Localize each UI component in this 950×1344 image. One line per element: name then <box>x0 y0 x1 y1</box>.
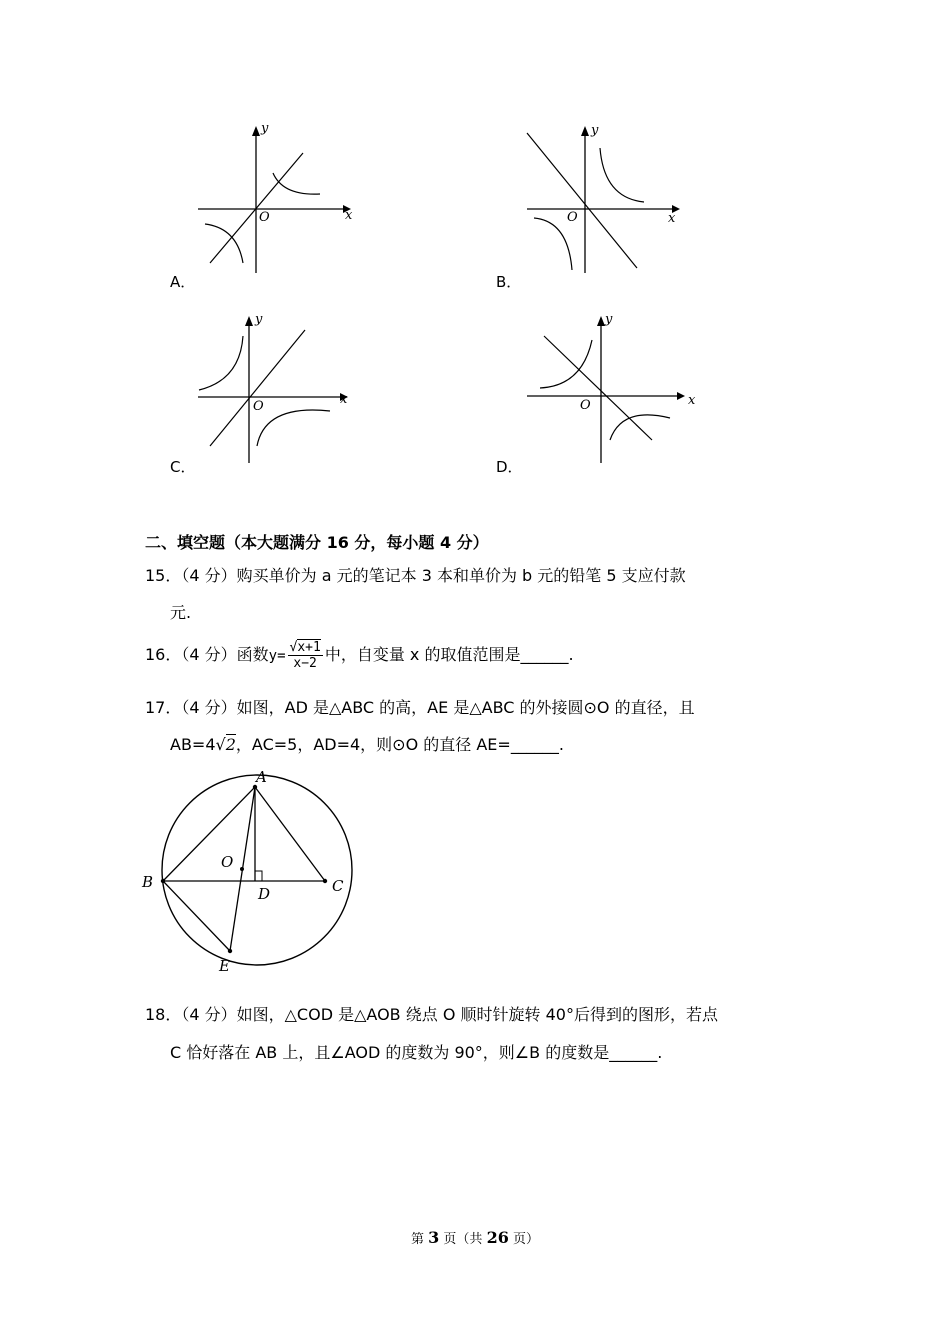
ab-value: AB=4 <box>170 735 216 754</box>
point-e-label: E <box>219 957 230 975</box>
fraction-numerator: x+1 <box>297 640 321 655</box>
question-17-rest: ，AC=5，AD=4，则⊙O 的直径 AE=______. <box>235 735 564 754</box>
point-c-label: C <box>332 877 344 895</box>
question-18-line2: C 恰好落在 AB 上，且∠AOD 的度数为 90°，则∠B 的度数是______. <box>170 1043 663 1062</box>
footer-post: 页） <box>508 1232 539 1247</box>
x-axis-label: x <box>688 393 696 408</box>
option-c-label: C． <box>170 458 196 476</box>
x-axis-label: x <box>345 208 353 223</box>
question-16-suffix: 中，自变量 x 的取值范围是______. <box>324 645 574 664</box>
circle-figure <box>135 765 365 980</box>
y-axis-label: y <box>591 123 599 138</box>
point-o-label: O <box>221 853 234 871</box>
point-b-label: B <box>142 873 154 891</box>
page-footer <box>0 1228 950 1247</box>
question-16 <box>145 640 574 671</box>
question-16-prefix: 16．（4 分）函数 <box>145 645 269 664</box>
graph-a <box>195 118 365 278</box>
fraction-denominator: x−2 <box>293 656 317 671</box>
question-15-line2: 元. <box>170 603 192 622</box>
option-a-label: A． <box>170 273 196 291</box>
y-axis-label: y <box>261 121 269 136</box>
question-17-line2 <box>170 735 564 755</box>
y-axis-label: y <box>605 312 613 327</box>
page-number: 3 <box>428 1228 440 1247</box>
sqrt-symbol: √2 <box>215 735 236 754</box>
x-axis-label: x <box>340 392 348 407</box>
question-18-line1: 18．（4 分）如图，△COD 是△AOB 绕点 O 顺时针旋转 40°后得到的图形，若点 <box>145 1005 718 1024</box>
footer-pre: 第 <box>411 1232 429 1247</box>
question-17-line1: 17．（4 分）如图，AD 是△ABC 的高，AE 是△ABC 的外接圆⊙O 的直径，且 <box>145 698 695 717</box>
graph-b <box>522 118 692 278</box>
origin-label: O <box>253 399 264 414</box>
option-b-label: B． <box>496 273 522 291</box>
question-15-line1: 15．（4 分）购买单价为 a 元的笔记本 3 本和单价为 b 元的铅笔 5 支应付款 <box>145 566 686 585</box>
option-d-label: D． <box>496 458 523 476</box>
section-title: 二、填空题（本大题满分 16 分，每小题 4 分） <box>145 533 489 552</box>
origin-label: O <box>580 398 591 413</box>
graph-d <box>522 308 696 468</box>
footer-mid: 页（共 <box>439 1232 487 1247</box>
y-axis-label: y <box>255 312 263 327</box>
function-y: y= <box>268 648 286 664</box>
function-fraction: $\frac{√x+1}{x-2}$ <box>289 640 321 671</box>
sqrt-radicand: 2 <box>225 735 236 754</box>
origin-label: O <box>259 210 270 225</box>
point-a-label: A <box>256 768 267 786</box>
point-d-label: D <box>258 885 271 903</box>
graph-c <box>195 308 365 468</box>
origin-label: O <box>567 210 578 225</box>
x-axis-label: x <box>668 211 676 226</box>
total-pages: 26 <box>486 1228 509 1247</box>
